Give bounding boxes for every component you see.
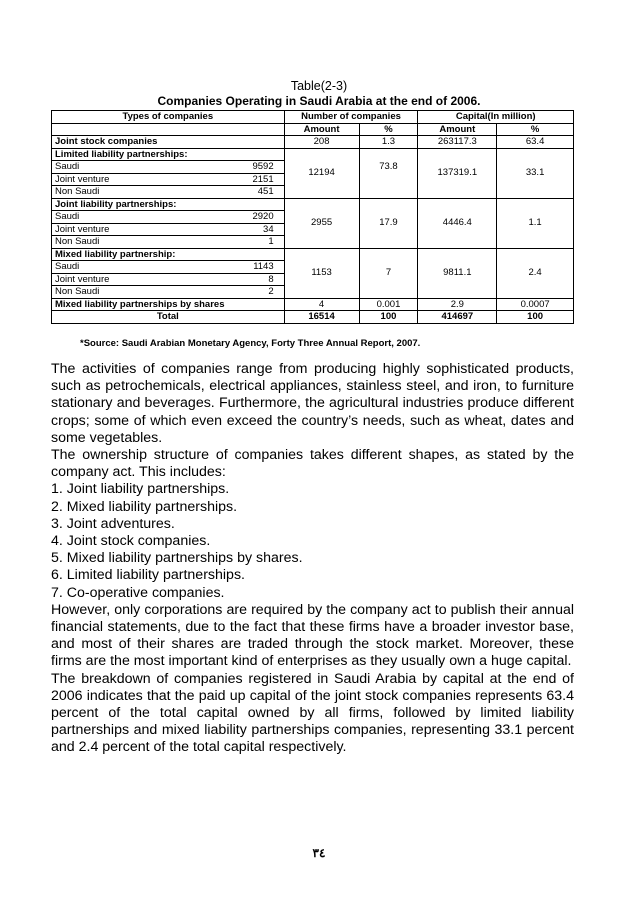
page-number: ٣٤ xyxy=(312,846,326,860)
cell-amount: 12194 xyxy=(284,148,359,198)
list-item: 1. Joint liability partnerships. xyxy=(51,481,230,498)
list-item: 5. Mixed liability partnerships by shares. xyxy=(51,550,303,567)
sub-label: Saudi xyxy=(52,211,222,224)
header-types: Types of companies xyxy=(52,111,285,124)
table-row xyxy=(52,198,574,211)
sub-value: 2 xyxy=(221,286,284,299)
list-item: 3. Joint adventures. xyxy=(51,515,175,532)
cell-amount: 2955 xyxy=(284,198,359,248)
cell-capital-pct: 1.1 xyxy=(497,198,574,248)
header-percent: % xyxy=(359,123,418,136)
total-label: Total xyxy=(52,311,285,324)
cell-capital: 137319.1 xyxy=(418,148,497,198)
cell-capital: 263117.3 xyxy=(418,136,497,149)
header-capital-amount: Amount xyxy=(418,123,497,136)
cell-capital: 4446.4 xyxy=(418,198,497,248)
header-capital-percent: % xyxy=(497,123,574,136)
sub-label: Joint venture xyxy=(52,173,222,186)
sub-value: 1143 xyxy=(221,261,284,274)
cell-percent: 7 xyxy=(359,248,418,298)
total-capital-pct: 100 xyxy=(497,311,574,324)
cell-capital-pct: 33.1 xyxy=(497,148,574,198)
list-item: 7. Co-operative companies. xyxy=(51,584,225,601)
header-capital: Capital(In million) xyxy=(418,111,574,124)
paragraph: The activities of companies range from producing highly sophisticated products, such as petrochemicals, electrical appliances, stainless steel, and iron, to furniture stationary and beverages. Furthermore, the agricultural industries produce different crops; some of which even exceed the country’s needs, such as wheat, dates and some vegetables. xyxy=(51,361,574,446)
sub-label: Saudi xyxy=(52,161,222,174)
sub-value: 2920 xyxy=(221,211,284,224)
cell-amount: 208 xyxy=(284,136,359,149)
sub-value: 34 xyxy=(221,223,284,236)
cell-capital-pct: 63.4 xyxy=(497,136,574,149)
table-source-note: *Source: Saudi Arabian Monetary Agency, Forty Three Annual Report, 2007. xyxy=(80,338,421,349)
cell-percent: 73.8 xyxy=(359,161,418,199)
sub-value: 451 xyxy=(221,186,284,199)
group-label: Limited liability partnerships: xyxy=(52,148,285,161)
list-item: 4. Joint stock companies. xyxy=(51,533,211,550)
cell-percent-blank xyxy=(359,148,418,161)
row-label: Mixed liability partnerships by shares xyxy=(52,298,285,311)
total-capital: 414697 xyxy=(418,311,497,324)
sub-label: Joint venture xyxy=(52,273,222,286)
cell-percent: 1.3 xyxy=(359,136,418,149)
sub-value: 1 xyxy=(221,236,284,249)
sub-value: 8 xyxy=(221,273,284,286)
sub-label: Joint venture xyxy=(52,223,222,236)
cell-percent: 17.9 xyxy=(359,198,418,248)
table-row xyxy=(52,248,574,261)
header-blank xyxy=(52,123,285,136)
list-item: 2. Mixed liability partnerships. xyxy=(51,498,238,515)
cell-capital-pct: 2.4 xyxy=(497,248,574,298)
cell-percent: 0.001 xyxy=(359,298,418,311)
table-row xyxy=(52,148,574,161)
sub-label: Non Saudi xyxy=(52,236,222,249)
table-row xyxy=(52,298,574,311)
table-title: Table(2-3) xyxy=(290,79,348,93)
header-amount: Amount xyxy=(284,123,359,136)
sub-label: Saudi xyxy=(52,261,222,274)
list-item: 6. Limited liability partnerships. xyxy=(51,567,245,584)
paragraph: The breakdown of companies registered in Saudi Arabia by capital at the end of 2006 indicates that the paid up capital of the joint stock companies represents 63.4 percent of the total capital owned by all firms, followed by limited liability partnerships and mixed liability partnerships companies, representing 33.1 percent and 2.4 percent of the total capital respectively. xyxy=(51,670,574,756)
header-row-2 xyxy=(52,123,574,136)
companies-table xyxy=(51,110,574,324)
sub-label: Non Saudi xyxy=(52,286,222,299)
sub-label: Non Saudi xyxy=(52,186,222,199)
cell-capital: 2.9 xyxy=(418,298,497,311)
total-row xyxy=(52,311,574,324)
sub-value: 2151 xyxy=(221,173,284,186)
paragraph: The ownership structure of companies takes different shapes, as stated by the company act. This includes: xyxy=(51,447,574,481)
table-subtitle: Companies Operating in Saudi Arabia at the end of 2006. xyxy=(157,94,481,108)
row-label: Joint stock companies xyxy=(52,136,285,149)
group-label: Joint liability partnerships: xyxy=(52,198,285,211)
cell-amount: 1153 xyxy=(284,248,359,298)
total-percent: 100 xyxy=(359,311,418,324)
cell-amount: 4 xyxy=(284,298,359,311)
header-number: Number of companies xyxy=(284,111,418,124)
cell-capital-pct: 0.0007 xyxy=(497,298,574,311)
cell-capital: 9811.1 xyxy=(418,248,497,298)
table-row xyxy=(52,136,574,149)
body-text xyxy=(51,361,574,757)
header-row-1 xyxy=(52,111,574,124)
group-label: Mixed liability partnership: xyxy=(52,248,285,261)
paragraph: However, only corporations are required by the company act to publish their annual financial statements, due to the fact that these firms have a broader investor base, and most of their shares are traded through the stock market. Moreover, these firms are the most important kind of enterprises as they usually own a huge capital. xyxy=(51,601,574,670)
total-amount: 16514 xyxy=(284,311,359,324)
sub-value: 9592 xyxy=(221,161,284,174)
